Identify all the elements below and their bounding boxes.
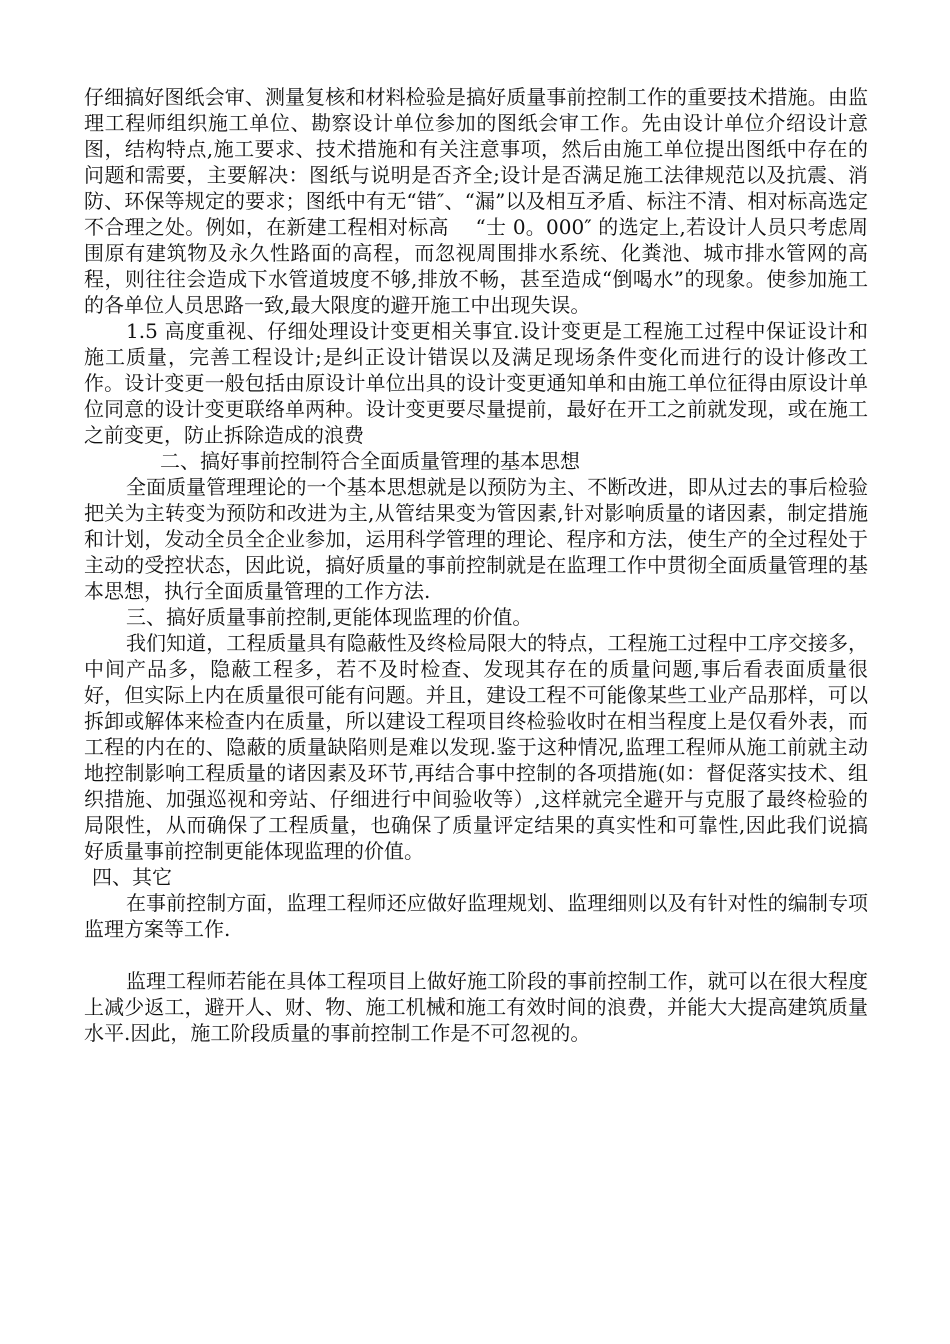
paragraph-drawing-review: 仔细搞好图纸会审、测量复核和材料检验是搞好质量事前控制工作的重要技术措施。由监理工程师组织施工单位、勘察设计单位参加的图纸会审工作。先由设计单位介绍设计意图，结构特点,施工要求、技术措施和有关注意事项，然后由施工单位提出图纸中存在的问题和需要，主要解决：图纸与说明是否齐全;设计是否满足施工法律规范以及抗震、消防、环保等规定的要求；图纸中有无“错″、“漏”以及相互矛盾、标注不清、相对标高选定不合理之处。例如，在新建工程相对标高 “士 0。000″ 的选定上,若设计人员只考虑周围原有建筑物及永久性路面的高程，而忽视周围排水系统、化粪池、城市排水管网的高程，则往往会造成下水管道坡度不够,排放不畅，甚至造成“倒喝水”的现象。使参加施工的各单位人员思路一致,最大限度的避开施工中出现失误。: [84, 85, 868, 317]
paragraph-design-change: 1.5 高度重视、仔细处理设计变更相关事宜.设计变更是工程施工过程中保证设计和施工质量，完善工程设计;是纠正设计错误以及满足现场条件变化而进行的设计修改工作。设计变更一般包括由原设计单位出具的设计变更通知单和由施工单位征得由原设计单位同意的设计变更联络单两种。设计变更要尽量提前，最好在开工之前就发现，或在施工之前变更，防止拆除造成的浪费: [84, 319, 868, 447]
section-heading-two: 二、搞好事前控制符合全面质量管理的基本思想: [160, 449, 580, 473]
section-heading-three: 三、搞好质量事前控制,更能体现监理的价值。: [126, 605, 533, 629]
paragraph-other: 在事前控制方面，监理工程师还应做好监理规划、监理细则以及有针对性的编制专项监理方案等工作.: [84, 891, 868, 941]
paragraph-conclusion: 监理工程师若能在具体工程项目上做好施工阶段的事前控制工作，就可以在很大程度上减少返工，避开人、财、物、施工机械和施工有效时间的浪费，并能大大提高建筑质量水平.因此，施工阶段质量的事前控制工作是不可忽视的。: [84, 969, 868, 1045]
document-page: [84, 84, 868, 1046]
paragraph-supervision-value: 我们知道，工程质量具有隐蔽性及终检局限大的特点，工程施工过程中工序交接多，中间产品多，隐蔽工程多，若不及时检查、发现其存在的质量问题,事后看表面质量很好，但实际上内在质量很可能有问题。并且，建设工程不可能像某些工业产品那样，可以拆卸或解体来检查内在质量，所以建设工程项目终检验收时在相当程度上是仅看外表，而工程的内在的、隐蔽的质量缺陷则是难以发现.鉴于这种情况,监理工程师从施工前就主动地控制影响工程质量的诸因素及环节,再结合事中控制的各项措施(如：督促落实技术、组织措施、加强巡视和旁站、仔细进行中间验收等）,这样就完全避开与克服了最终检验的局限性，从而确保了工程质量，也确保了质量评定结果的真实性和可靠性,因此我们说搞好质量事前控制更能体现监理的价值。: [84, 631, 868, 863]
section-heading-four: 四、其它: [92, 865, 172, 889]
blank-line: [84, 942, 868, 968]
paragraph-tqm: 全面质量管理理论的一个基本思想就是以预防为主、不断改进，即从过去的事后检验把关为主转变为预防和改进为主,从管结果变为管因素,针对影响质量的诸因素，制定措施和计划，发动全员全企业参加，运用科学管理的理论、程序和方法，使生产的全过程处于主动的受控状态，因此说，搞好质量的事前控制就是在监理工作中贯彻全面质量管理的基本思想，执行全面质量管理的工作方法.: [84, 475, 868, 603]
